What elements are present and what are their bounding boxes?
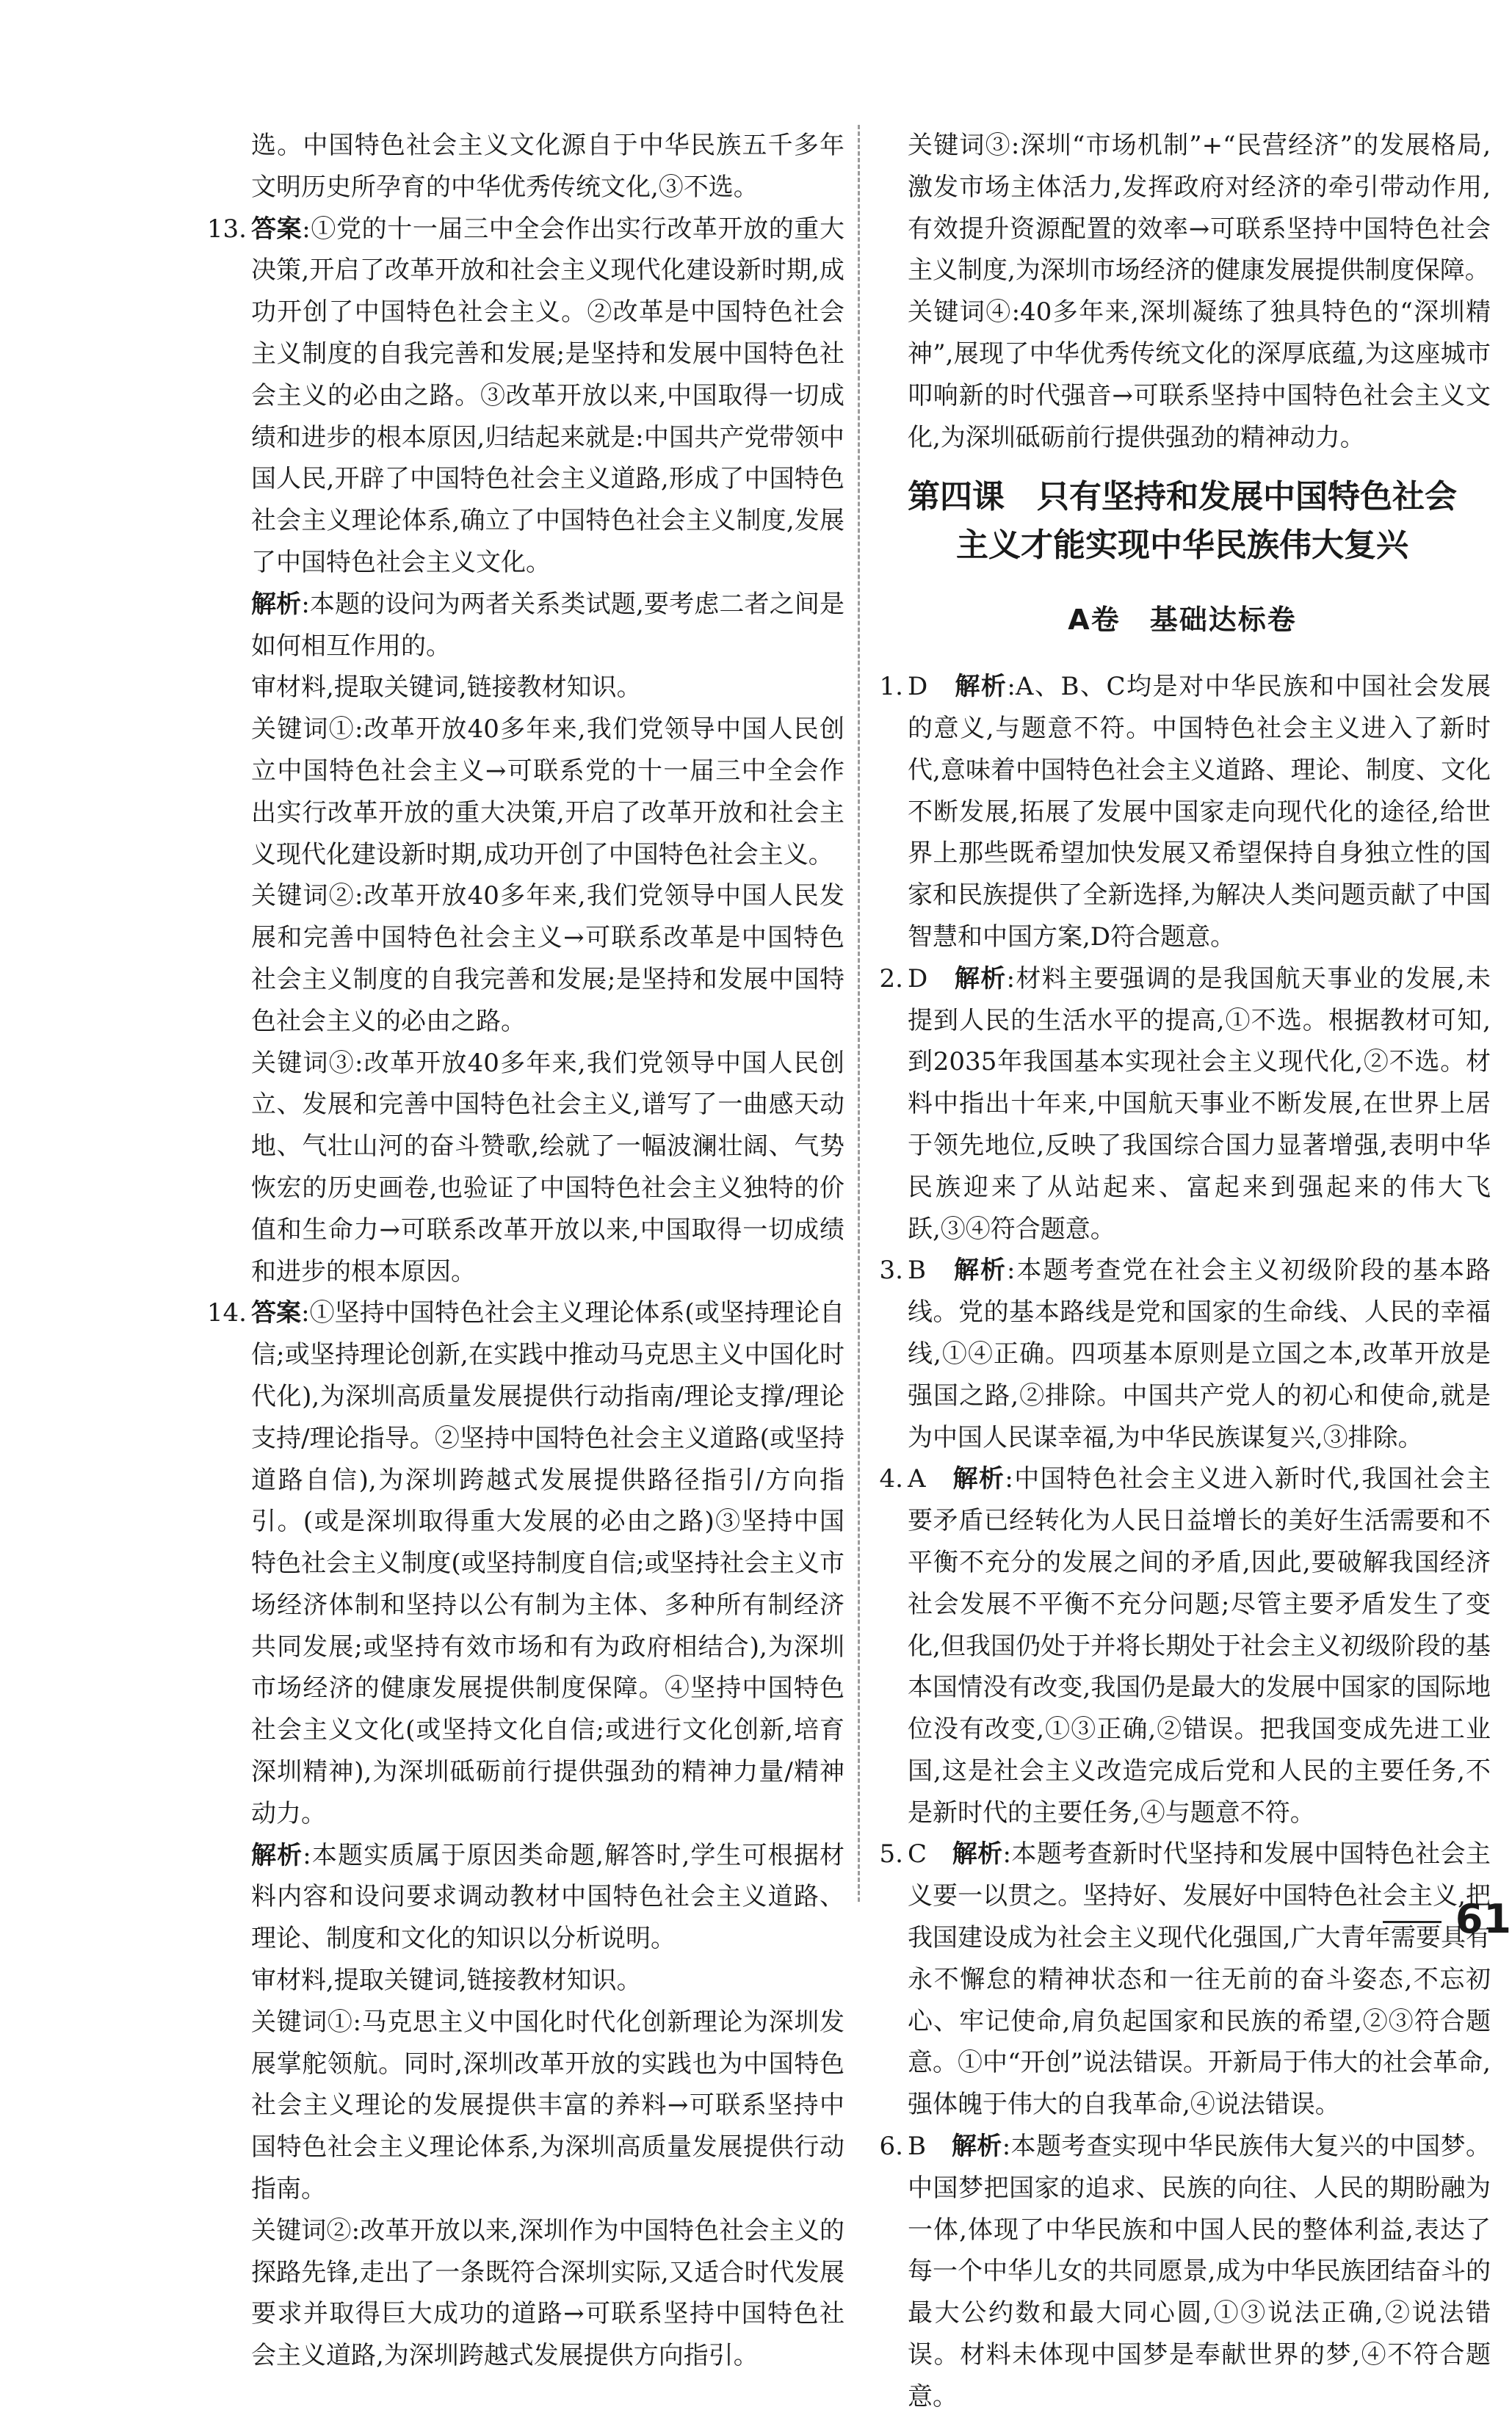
analysis-step: 关键词①:马克思主义中国化时代化创新理论为深圳发展掌舵领航。同时,深圳改革开放的实践也为中国特色社会主义理论的发展提供丰富的养料→可联系坚持中国特色社会主义理论体系,为深圳高质量发展提供行动指南。 bbox=[251, 2007, 844, 2204]
question-number: 13. bbox=[206, 214, 247, 244]
analysis-label: 解析 bbox=[952, 1464, 1005, 1494]
answer-item bbox=[874, 1458, 1491, 1834]
analysis-text: :本题考查党在社会主义初级阶段的基本路线。党的基本路线是党和国家的生命线、人民的幸福线,①④正确。四项基本原则是立国之本,改革开放是强国之路,②排除。中国共产党人的初心和使命,就是为中国人民谋幸福,为中华民族谋复兴,③排除。 bbox=[908, 1256, 1491, 1452]
section-title: A卷 基础达标卷 bbox=[1068, 604, 1297, 637]
analysis-text: :中国特色社会主义进入新时代,我国社会主要矛盾已经转化为人民日益增长的美好生活需要和不平衡不充分的发展之间的矛盾,因此,要破解我国经济社会发展不平衡不充分问题;尽管主要矛盾发生了变化,但我国仍处于并将长期处于社会主义初级阶段的基本国情没有改变,我国仍是最大的发展中国家的国际地位没有改变,①③正确,②错误。把我国变成先进工业国,这是社会主义改造完成后党和人民的主要任务,不是新时代的主要任务,④与题意不符。 bbox=[908, 1464, 1491, 1828]
answer-label: 答案 bbox=[251, 214, 303, 244]
page-number-rule bbox=[1383, 1921, 1442, 1923]
answer-text: :①党的十一届三中全会作出实行改革开放的重大决策,开启了改革开放和社会主义现代化建设新时期,成功开创了中国特色社会主义。②改革是中国特色社会主义制度的自我完善和发展;是坚持和发展中国特色社会主义的必由之路。③改革开放以来,中国取得一切成绩和进步的根本原因,归结起来就是:中国共产党带领中国人民,开辟了中国特色社会主义道路,形成了中国特色社会主义理论体系,确立了中国特色社会主义制度,发展了中国特色社会主义文化。 bbox=[251, 214, 844, 577]
item-number: 3. bbox=[879, 1256, 903, 1286]
analysis-step: 审材料,提取关键词,链接教材知识。 bbox=[251, 1966, 642, 1996]
analysis-label: 解析 bbox=[951, 2132, 1002, 2162]
answer-label: 答案 bbox=[251, 1298, 302, 1328]
analysis-text: :本题考查实现中华民族伟大复兴的中国梦。中国梦把国家的追求、民族的向往、人民的期盼融为一体,体现了中华民族和中国人民的整体利益,表达了每一个中华儿女的共同愿景,成为中华民族团结奋斗的最大公约数和最大同心圆,①③说法正确,②说法错误。材料未体现中国梦是奉献世界的梦,④不符合题意。 bbox=[908, 2132, 1491, 2411]
answer-item bbox=[874, 666, 1491, 958]
analysis-label: 解析 bbox=[251, 589, 302, 619]
lesson-title bbox=[874, 473, 1491, 570]
analysis-step: 关键词③:深圳“市场机制”+“民营经济”的发展格局,激发市场主体活力,发挥政府对经济的牵引带动作用,有效提升资源配置的效率→可联系坚持中国特色社会主义制度,为深圳市场经济的健康发展提供制度保障。 bbox=[908, 131, 1491, 286]
lesson-title-line: 第四课 只有坚持和发展中国特色社会 bbox=[908, 478, 1457, 516]
item-number: 6. bbox=[879, 2132, 903, 2162]
analysis-step: 关键词③:改革开放40多年来,我们党领导中国人民创立、发展和完善中国特色社会主义,谱写了一曲感天动地、气壮山河的奋斗赞歌,绘就了一幅波澜壮阔、气势恢宏的历史画卷,也验证了中国特色社会主义独特的价值和生命力→可联系改革开放以来,中国取得一切成绩和进步的根本原因。 bbox=[251, 1048, 844, 1286]
analysis-label: 解析 bbox=[953, 1256, 1007, 1286]
item-answer: B bbox=[908, 1256, 926, 1286]
analysis-text: :本题实质属于原因类命题,解答时,学生可根据材料内容和设问要求调动教材中国特色社会主义道路、理论、制度和文化的知识以分析说明。 bbox=[251, 1840, 844, 1954]
item-number: 4. bbox=[879, 1464, 903, 1494]
left-column bbox=[206, 125, 844, 2377]
analysis-step: 审材料,提取关键词,链接教材知识。 bbox=[251, 673, 642, 703]
item-answer: D bbox=[908, 672, 928, 702]
analysis-label: 解析 bbox=[954, 963, 1007, 993]
right-column bbox=[874, 125, 1491, 2418]
analysis-step: 关键词②:改革开放以来,深圳作为中国特色社会主义的探路先锋,走出了一条既符合深圳实际,又适合时代发展要求并取得巨大成功的道路→可联系坚持中国特色社会主义道路,为深圳跨越式发展提供方向指引。 bbox=[251, 2215, 844, 2371]
analysis-label: 解析 bbox=[251, 1840, 303, 1870]
answer-item bbox=[874, 1834, 1491, 2126]
answer-text: :①坚持中国特色社会主义理论体系(或坚持理论自信;或坚持理论创新,在实践中推动马克思主义中国化时代化),为深圳高质量发展提供行动指南/理论支撑/理论支持/理论指导。②坚持中国特色社会主义道路(或坚持道路自信),为深圳跨越式发展提供路径指引/方向指引。(或是深圳取得重大发展的必由之路)③坚持中国特色社会主义制度(或坚持制度自信;或坚持社会主义市场经济体制和坚持以公有制为主体、多种所有制经济共同发展;或坚持有效市场和有为政府相结合),为深圳市场经济的健康发展提供制度保障。④坚持中国特色社会主义文化(或坚持文化自信;或进行文化创新,培育深圳精神),为深圳砥砺前行提供强劲的精神力量/精神动力。 bbox=[251, 1298, 845, 1828]
item-number: 5. bbox=[879, 1839, 903, 1869]
item-answer: A bbox=[908, 1464, 926, 1494]
answer-item bbox=[874, 2126, 1491, 2418]
question-14 bbox=[206, 1292, 844, 2377]
analysis-label: 解析 bbox=[952, 1839, 1003, 1869]
answer-item bbox=[874, 1250, 1491, 1458]
item-number: 2. bbox=[879, 963, 903, 993]
item-number: 1. bbox=[879, 672, 903, 702]
question-13 bbox=[206, 209, 844, 1293]
lesson-title-line: 主义才能实现中华民族伟大复兴 bbox=[956, 526, 1408, 565]
analysis-text: :材料主要强调的是我国航天事业的发展,未提到人民的生活水平的提高,①不选。根据教材可知,到2035年我国基本实现社会主义现代化,②不选。材料中指出十年来,中国航天事业不断发展,在世界上居于领先地位,反映了我国综合国力显著增强,表明中华民族迎来了从站起来、富起来到强起来的伟大飞跃,③④符合题意。 bbox=[908, 963, 1491, 1244]
analysis-step: 关键词①:改革开放40多年来,我们党领导中国人民创立中国特色社会主义→可联系党的十一届三中全会作出实行改革开放的重大决策,开启了改革开放和社会主义现代化建设新时期,成功开创了中国特色社会主义。 bbox=[251, 714, 844, 869]
analysis-text: :A、B、C均是对中华民族和中国社会发展的意义,与题意不符。中国特色社会主义进入了新时代,意味着中国特色社会主义道路、理论、制度、文化不断发展,拓展了发展中国家走向现代化的途径,给世界上那些既希望加快发展又希望保持自身独立性的国家和民族提供了全新选择,为解决人类问题贡献了中国智慧和中国方案,D符合题意。 bbox=[908, 672, 1491, 952]
item-answer: D bbox=[908, 963, 928, 993]
intro-text: 选。中国特色社会主义文化源自于中华民族五千多年文明历史所孕育的中华优秀传统文化,③不选。 bbox=[251, 131, 844, 202]
analysis-label: 解析 bbox=[955, 672, 1008, 702]
item-answer: B bbox=[908, 2132, 926, 2162]
analysis-text: :本题考查新时代坚持和发展中国特色社会主义要一以贯之。坚持好、发展好中国特色社会主义,把我国建设成为社会主义现代化强国,广大青年需要具有永不懈怠的精神状态和一往无前的奋斗姿态,不忘初心、牢记使命,肩负起国家和民族的希望,②③符合题意。①中“开创”说法错误。开新局于伟大的社会革命,强体魄于伟大的自我革命,④说法错误。 bbox=[908, 1839, 1491, 2120]
answer-item bbox=[874, 958, 1491, 1250]
page-number: 61 bbox=[1455, 1896, 1512, 1942]
analysis-text: :本题的设问为两者关系类试题,要考虑二者之间是如何相互作用的。 bbox=[251, 589, 844, 661]
analysis-step: 关键词④:40多年来,深圳凝练了独具特色的“深圳精神”,展现了中华优秀传统文化的深厚底蕴,为这座城市叩响新的时代强音→可联系坚持中国特色社会主义文化,为深圳砥砺前行提供强劲的精神动力。 bbox=[908, 297, 1491, 452]
column-divider bbox=[858, 125, 860, 1902]
analysis-step: 关键词②:改革开放40多年来,我们党领导中国人民发展和完善中国特色社会主义→可联系改革是中国特色社会主义制度的自我完善和发展;是坚持和发展中国特色社会主义的必由之路。 bbox=[251, 881, 844, 1036]
item-answer: C bbox=[908, 1839, 927, 1869]
question-number: 14. bbox=[206, 1298, 247, 1328]
